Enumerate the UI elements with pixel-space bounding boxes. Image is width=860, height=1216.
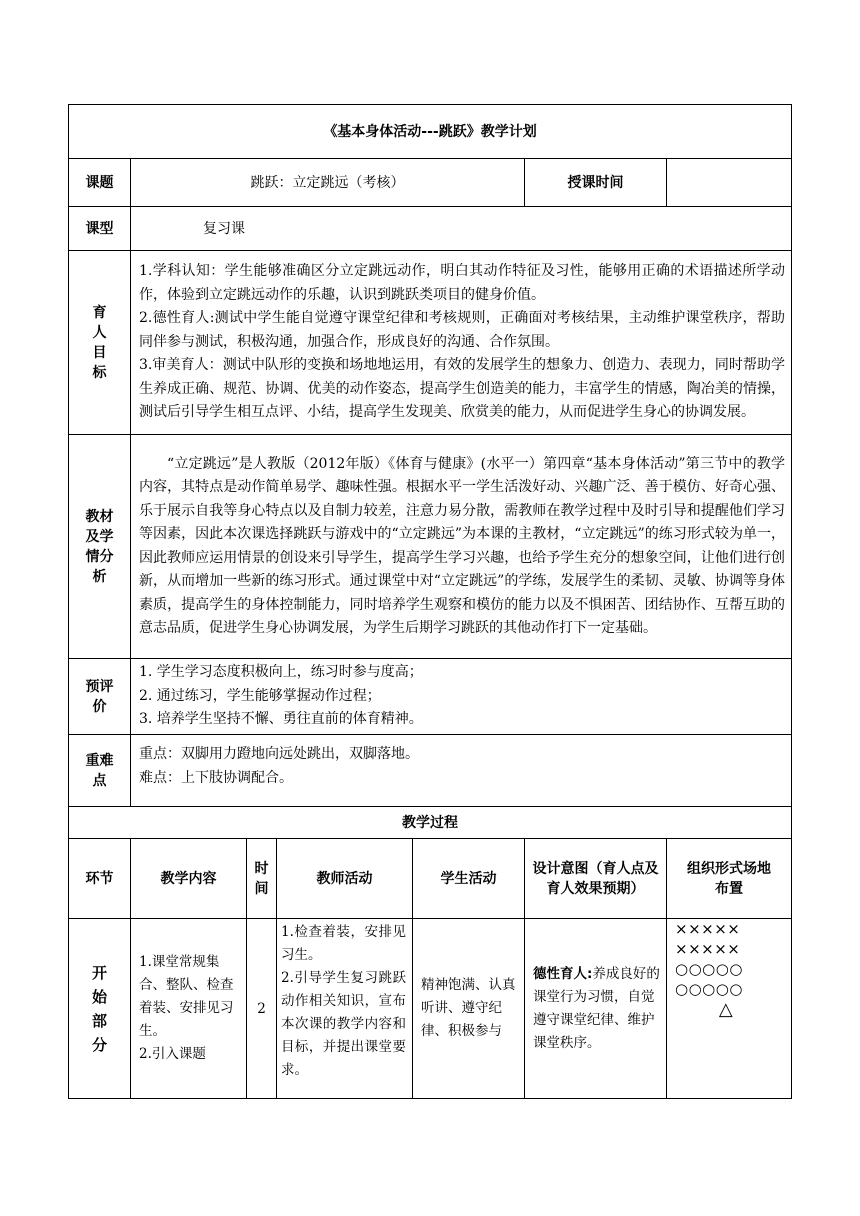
formation-row: ×××××: [675, 940, 741, 958]
process-title: 教学过程: [69, 807, 792, 839]
time-value: [667, 159, 792, 207]
header-design: 设计意图（育人点及育人效果预期）: [525, 839, 667, 919]
keypoint-item: 难点：上下肢协调配合。: [139, 769, 293, 786]
keypoints-label-cell: [69, 735, 131, 807]
goals-label: 育人目标: [92, 304, 107, 381]
analysis-text: “立定跳远”是人教版（2012年版）《体育与健康》(水平一）第四章“基本身体活动”第三节中的教学内容，其特点是动作简单易学、趣味性强。根据水平一学生活泼好动、兴趣广泛、善于模仿、好奇心强、乐于展示自我等身心特点以及自制力较差，注意力易分散，需教师在教学过程中及时引导和提醒他们学习等因素，因此本次课选择跳跃与游戏中的“立定跳远”为本课的主教材，“立定跳远”的练习形式较为单一，因此教师应运用情景的创设来引导学生，提高学生学习兴趣，也给予学生充分的想象空间，让他们进行创新，从而增加一些新的练习形式。通过课堂中对“立定跳远”的学练，发展学生的柔韧、灵敏、协调等身体素质，提高学生的身体控制能力，同时培养学生观察和模仿的能力以及不惧困苦、团结协作、互帮互助的意志品质，促进学生身心协调发展，为学生后期学习跳跃的其他动作打下一定基础。: [139, 455, 786, 636]
teacher-position-icon: △: [718, 999, 734, 1020]
formation-row: ○○○○○: [675, 960, 743, 978]
evaluation-content: [131, 659, 792, 735]
goals-label-cell: [69, 251, 131, 435]
goals-content: [131, 251, 792, 435]
evaluation-item: 2. 通过练习，学生能够掌握动作过程；: [139, 687, 381, 704]
evaluation-label-cell: [69, 659, 131, 735]
time-label: 授课时间: [525, 159, 667, 207]
analysis-label-cell: [69, 435, 131, 659]
header-time: 时间: [254, 860, 269, 897]
header-layout: 组织形式场地布置: [667, 839, 792, 919]
goal-item: 3.审美育人：测试中队形的变换和场地地运用，有效的发展学生的想象力、创造力、表现力，同时帮助学生养成正确、规范、协调、优美的动作姿态，提高学生创造美的能力，丰富学生的情感，陶冶美的情操，测试后引导学生相互点评、小结，提高学生发现美、欣赏美的能力，从而促进学生身心的协调发展。: [139, 357, 786, 421]
header-content: 教学内容: [131, 839, 247, 919]
topic-label: 课题: [69, 159, 131, 207]
topic-value: 跳跃：立定跳远（考核）: [131, 159, 525, 207]
type-value: 复习课: [131, 207, 792, 251]
keypoints-content: [131, 735, 792, 807]
analysis-content: [131, 435, 792, 659]
keypoints-label: 重难点: [85, 752, 114, 789]
goal-item: 2.德性育人:测试中学生能自觉遵守课堂纪律和考核规则，正确面对考核结果，主动维护课堂秩序，帮助同伴参与测试，积极沟通，加强合作，形成良好的沟通、合作氛围。: [139, 310, 786, 350]
lesson-plan-table: [68, 104, 792, 1099]
type-label: 课型: [69, 207, 131, 251]
stage-start: 开始部分: [91, 963, 107, 1054]
start-content: 1.课堂常规集合、整队、检查着装、安排见习生。 2.引入课题: [131, 919, 247, 1099]
stage-start-cell: [69, 919, 131, 1099]
start-layout-cell: [667, 919, 792, 1099]
start-design-cell: [525, 919, 667, 1099]
header-teacher: 教师活动: [277, 839, 413, 919]
start-design: 养成良好的课堂行为习惯，自觉遵守课堂纪律、维护课堂秩序。: [533, 965, 660, 1051]
lesson-plan-document: [68, 104, 791, 1099]
formation-row: ×××××: [675, 920, 741, 938]
start-student: 精神饱满、认真听讲、遵守纪律、积极参与: [413, 919, 525, 1099]
keypoint-item: 重点：双脚用力蹬地向远处跳出，双脚落地。: [139, 746, 419, 762]
start-design-tag: 德性育人:: [533, 965, 593, 982]
start-teacher: 1.检查着装，安排见习生。 2.引导学生复习跳跃动作相关知识，宣布本次课的教学内容和目标，并提出课堂要求。: [277, 919, 413, 1099]
header-student: 学生活动: [413, 839, 525, 919]
start-time: 2: [247, 919, 277, 1099]
header-stage: 环节: [69, 839, 131, 919]
evaluation-item: 3. 培养学生坚持不懈、勇往直前的体育精神。: [139, 711, 423, 728]
evaluation-label: 预评价: [85, 678, 114, 715]
document-title: 《基本身体活动---跳跃》教学计划: [69, 105, 792, 159]
evaluation-item: 1. 学生学习态度积极向上，练习时参与度高；: [139, 664, 423, 681]
formation-row: ○○○○○: [675, 980, 743, 998]
goal-item: 1.学科认知：学生能够准确区分立定跳远动作，明白其动作特征及习性，能够用正确的术语描述所学动作，体验到立定跳远动作的乐趣，认识到跳跃类项目的健身价值。: [139, 263, 786, 303]
analysis-label: 教材及学情分析: [85, 508, 114, 585]
header-time-cell: [247, 839, 277, 919]
